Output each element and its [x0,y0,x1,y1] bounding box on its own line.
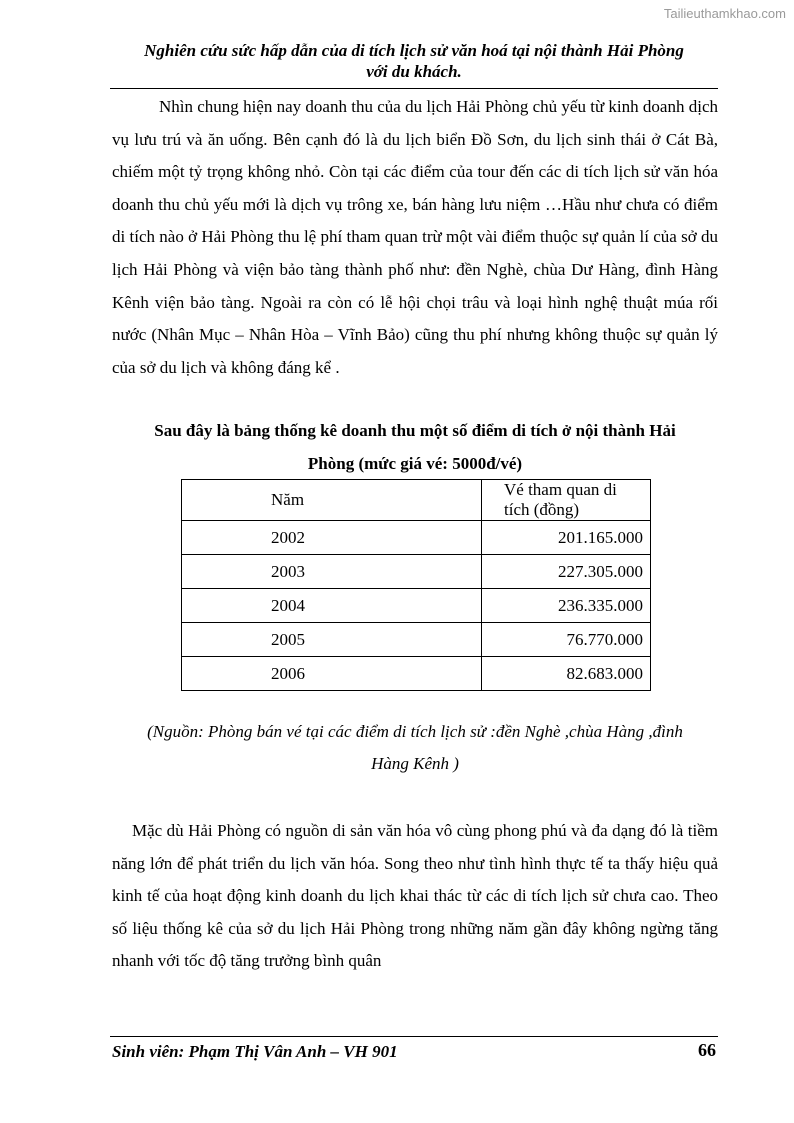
row-value: 201.165.000 [482,521,651,555]
table-header-row [182,480,651,521]
row-value: 227.305.000 [482,555,651,589]
row-year: 2005 [182,623,482,657]
page-number: 66 [698,1040,716,1060]
body-paragraph-2: Mặc dù Hải Phòng có nguồn di sản văn hóa vô cùng phong phú và đa dạng đó là tiềm năng lớn để phát triển du lịch văn hóa. Song theo như tình hình thực tế ta thấy hiệu quả kinh tế của hoạt động kinh doanh du lịch khai thác từ các di tích lịch sử chưa cao. Theo số liệu thống kê của sở du lịch Hải Phòng trong những năm gần đây không ngừng tăng nhanh với tốc độ tăng trưởng bình quân [112,821,718,971]
row-year: 2003 [182,555,482,589]
row-value: 82.683.000 [482,657,651,691]
row-value: 76.770.000 [482,623,651,657]
source-note-line2: Hàng Kênh ) [371,754,459,773]
footer-divider [110,1036,718,1037]
watermark-text: Tailieuthamkhao.com [663,6,786,21]
table-row [182,555,651,589]
table-title-line2: Phòng (mức giá vé: 5000đ/vé) [307,454,523,473]
table-row [182,589,651,623]
table-row [182,623,651,657]
header-title-line1: Nghiên cứu sức hấp dẫn của di tích lịch sử văn hoá tại nội thành Hải Phòng [144,41,684,60]
revenue-table [181,479,651,691]
source-note-line1: (Nguồn: Phòng bán vé tại các điểm di tích lịch sử :đền Nghè ,chùa Hàng ,đình [147,722,683,741]
table-row [182,657,651,691]
row-value: 236.335.000 [482,589,651,623]
source-note [112,716,718,780]
table-title-line1: Sau đây là bảng thống kê doanh thu một số điểm di tích ở nội thành Hải [154,421,676,440]
row-year: 2002 [182,521,482,555]
body-paragraph-1: Nhìn chung hiện nay doanh thu của du lịch Hải Phòng chủ yếu từ kinh doanh dịch vụ lưu trú và ăn uống. Bên cạnh đó là du lịch biển Đồ Sơn, du lịch sinh thái ở Cát Bà, chiếm một tỷ trọng không nhỏ. Còn tại các điểm của tour đến các di tích lịch sử văn hóa doanh thu chủ yếu mới là dịch vụ trông xe, bán hàng lưu niệm …Hầu như chưa có điểm di tích nào ở Hải Phòng thu lệ phí tham quan trừ một vài điểm thuộc sự quản lí của sở du lịch Hải Phòng và viện bảo tàng thành phố như: đền Nghè, chùa Dư Hàng, đình Hàng Kênh viện bảo tàng. Ngoài ra còn có lễ hội chọi trâu và loại hình nghệ thuật múa rối nước (Nhân Mục – Nhân Hòa – Vĩnh Bảo) cũng thu phí nhưng không thuộc sự quản lý của sở du lịch và không đáng kể . [112,97,718,377]
header-ticket-revenue: Vé tham quan di tích (đồng) [482,480,651,521]
table-row [182,521,651,555]
row-year: 2004 [182,589,482,623]
table-title [112,414,718,480]
page-header [110,40,718,82]
header-title-line2: với du khách. [366,62,462,81]
header-year: Năm [182,480,482,521]
row-year: 2006 [182,657,482,691]
header-divider [110,88,718,89]
footer-author: Sinh viên: Phạm Thị Vân Anh – VH 901 [112,1042,398,1061]
